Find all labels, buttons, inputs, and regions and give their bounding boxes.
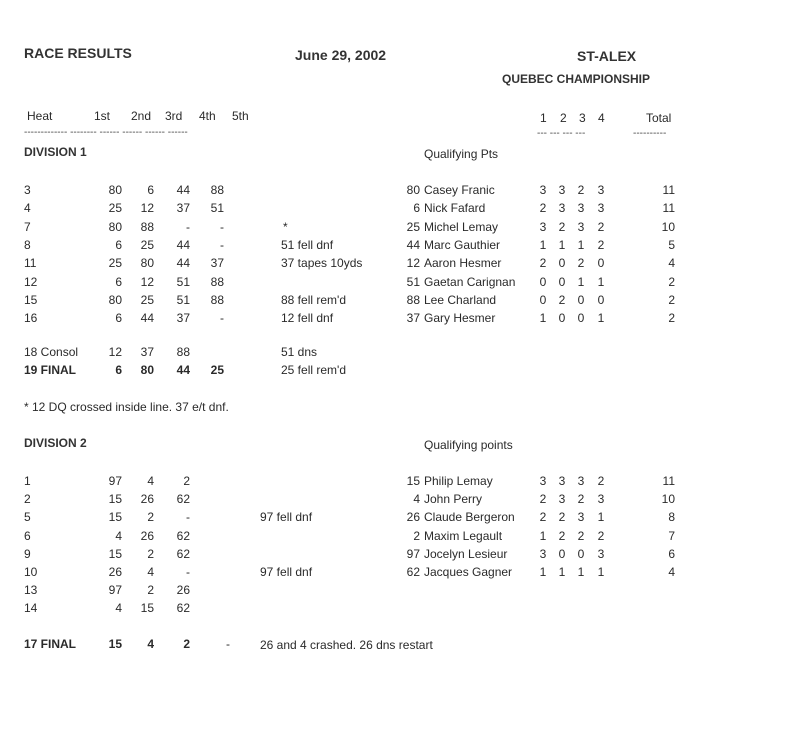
d1-rider-number: 6 [413, 201, 420, 216]
d1-heat-place-2: 25 [140, 237, 154, 252]
d2-rider-number: 97 [406, 546, 420, 561]
d2-round-4: 2 [597, 474, 605, 488]
d1-consol-note: 51 dns [281, 345, 318, 359]
d1-round-4: 2 [597, 219, 605, 234]
d1-heat-note: 12 fell dnf [281, 311, 334, 326]
d2-rider-number: 62 [406, 565, 420, 579]
d2-final-place-1: 15 [108, 637, 122, 651]
d1-round-2: 3 [558, 183, 566, 197]
d1-round-3: 2 [577, 256, 585, 271]
d1-round-4: 3 [597, 201, 605, 216]
d2-heat-place-1: 15 [108, 546, 122, 561]
d2-heat-heat-number: 9 [24, 546, 31, 561]
d1-rider-name: Nick Fafard [424, 201, 486, 216]
d2-heat-place-2: 26 [140, 492, 154, 507]
d2-heat-place-1: 15 [108, 510, 122, 525]
d2-rider-name: Maxim Legault [424, 528, 503, 543]
d1-round-1: 2 [539, 256, 547, 271]
d2-round-1: 1 [539, 565, 547, 579]
d1-heat-place-3: 44 [176, 256, 190, 271]
d2-heat-heat-number: 5 [24, 510, 31, 525]
d2-total: 6 [668, 546, 675, 561]
d1-total: 4 [668, 256, 675, 271]
d2-round-3: 0 [577, 546, 585, 561]
d2-heat-place-3: 62 [176, 546, 190, 561]
d2-heat-place-2: 26 [140, 528, 154, 543]
race-location: ST-ALEX [577, 48, 637, 64]
d1-round-4: 1 [597, 274, 605, 289]
d1-heat-place-3: 51 [176, 292, 190, 307]
d1-round-3: 0 [577, 311, 585, 326]
d1-rider-name: Aaron Hesmer [424, 256, 502, 271]
d1-round-1: 0 [539, 274, 547, 289]
d1-total: 11 [662, 183, 675, 197]
d2-rider-name: Jocelyn Lesieur [424, 546, 508, 561]
d2-round-1: 2 [539, 492, 547, 507]
dash-rule-left: ------------- -------- ------ ------ ------ ------ [24, 127, 188, 138]
d1-heat-place-3: 37 [176, 311, 190, 326]
d1-round-2: 2 [558, 219, 566, 234]
d1-heat-place-2: 25 [140, 292, 154, 307]
col-5th: 5th [232, 109, 249, 123]
d2-heat-place-1: 4 [115, 528, 122, 543]
d1-total: 2 [668, 292, 675, 307]
d1-round-2: 0 [558, 256, 566, 271]
d2-heat-place-1: 97 [108, 583, 122, 598]
d1-consol-place-3: 88 [176, 345, 190, 359]
d1-round-2: 3 [558, 201, 566, 216]
d1-round-3: 1 [577, 237, 585, 252]
d2-final-heat-number: 17 FINAL [24, 637, 77, 651]
d2-heat-place-3: 62 [176, 492, 190, 507]
d2-heat-place-2: 15 [140, 601, 154, 616]
d2-round-2: 2 [558, 528, 566, 543]
d2-rider-name: Jacques Gagner [424, 565, 513, 579]
d2-heat-place-3: 62 [176, 601, 190, 616]
d1-rider-number: 51 [406, 274, 420, 289]
d1-rider-name: Gaetan Carignan [424, 274, 516, 289]
d2-round-1: 1 [539, 528, 547, 543]
d1-rider-name: Gary Hesmer [424, 311, 496, 326]
d1-heat-place-3: 51 [176, 274, 190, 289]
d1-final-heat-number: 19 FINAL [24, 363, 77, 377]
d1-heat-heat-number: 8 [24, 237, 31, 252]
d2-round-3: 1 [577, 565, 585, 579]
d1-heat-place-1: 6 [115, 274, 122, 289]
d2-round-2: 0 [558, 546, 566, 561]
col-round-3: 3 [579, 111, 586, 125]
d2-round-3: 3 [577, 474, 585, 488]
division-1-qual-title: Qualifying Pts [424, 147, 499, 161]
d2-heat-place-2: 2 [147, 510, 154, 525]
d1-heat-heat-number: 16 [24, 311, 38, 326]
d2-heat-place-3: - [186, 565, 190, 579]
division-2-title: DIVISION 2 [24, 436, 87, 450]
d2-round-1: 3 [539, 546, 547, 561]
d1-round-2: 1 [558, 237, 566, 252]
d2-round-3: 2 [577, 492, 585, 507]
d1-heat-place-3: - [186, 219, 190, 234]
d1-heat-place-3: 44 [176, 183, 190, 197]
d2-heat-place-3: 26 [176, 583, 190, 598]
d2-heat-place-2: 4 [147, 474, 154, 488]
d2-round-2: 3 [558, 492, 566, 507]
d2-rider-name: John Perry [424, 492, 483, 507]
d1-final-note: 25 fell rem'd [281, 363, 346, 377]
d2-rider-number: 2 [413, 528, 420, 543]
d1-heat-place-1: 6 [115, 237, 122, 252]
d1-heat-place-2: 12 [140, 274, 154, 289]
d2-round-2: 3 [558, 474, 566, 488]
d2-heat-place-3: - [186, 510, 190, 525]
d1-round-1: 1 [539, 237, 547, 252]
d2-heat-place-1: 26 [108, 565, 122, 579]
col-round-4: 4 [598, 111, 605, 125]
race-date: June 29, 2002 [295, 47, 387, 63]
d1-round-3: 3 [577, 219, 585, 234]
d1-round-1: 1 [539, 311, 547, 326]
d2-final-place-4: - [226, 637, 230, 651]
d1-heat-place-1: 80 [108, 292, 122, 307]
d1-round-4: 0 [597, 256, 605, 271]
d1-rider-number: 88 [406, 292, 420, 307]
page-title: RACE RESULTS [24, 45, 132, 61]
d1-consol-place-2: 37 [140, 345, 154, 359]
d1-round-2: 0 [558, 311, 566, 326]
d1-rider-name: Marc Gauthier [424, 237, 501, 252]
d2-heat-heat-number: 14 [24, 601, 38, 616]
col-heat: Heat [27, 109, 53, 123]
d1-heat-place-4: 51 [210, 201, 224, 216]
d1-round-4: 3 [597, 183, 605, 197]
d1-heat-note: 37 tapes 10yds [281, 256, 363, 271]
d1-final-place-3: 44 [176, 363, 190, 377]
col-3rd: 3rd [165, 109, 183, 123]
d1-heat-place-1: 6 [115, 311, 122, 326]
d1-round-1: 3 [539, 219, 547, 234]
d1-heat-note: * [283, 219, 288, 234]
d1-round-2: 0 [558, 274, 566, 289]
d1-heat-heat-number: 11 [24, 256, 37, 271]
d1-total: 11 [662, 201, 675, 216]
d2-total: 8 [668, 510, 675, 525]
d1-total: 2 [668, 274, 675, 289]
d2-heat-heat-number: 6 [24, 528, 31, 543]
d2-final-note: 26 and 4 crashed. 26 dns restart [260, 638, 433, 652]
d2-round-2: 1 [558, 565, 566, 579]
d1-final-place-4: 25 [210, 363, 224, 377]
d2-round-4: 3 [597, 492, 605, 507]
dash-rule-total: ---------- [633, 128, 667, 139]
d2-heat-heat-number: 2 [24, 492, 31, 507]
col-1st: 1st [94, 109, 111, 123]
d1-heat-heat-number: 15 [24, 292, 38, 307]
d1-heat-place-2: 44 [140, 311, 154, 326]
d1-heat-place-3: 37 [176, 201, 190, 216]
d1-final-place-1: 6 [115, 363, 122, 377]
d2-heat-place-3: 2 [183, 474, 190, 488]
d1-round-3: 1 [577, 274, 585, 289]
d1-rider-number: 25 [406, 219, 420, 234]
d2-heat-place-2: 4 [147, 565, 154, 579]
d1-round-4: 2 [597, 237, 605, 252]
d2-round-3: 2 [577, 528, 585, 543]
d2-round-2: 2 [558, 510, 566, 525]
d1-heat-place-4: 88 [210, 292, 224, 307]
d1-heat-heat-number: 3 [24, 183, 31, 197]
d1-heat-place-4: 88 [210, 274, 224, 289]
d2-total: 4 [668, 565, 675, 579]
event-name: QUEBEC CHAMPIONSHIP [502, 72, 651, 86]
d2-final-place-2: 4 [147, 637, 154, 651]
d2-total: 11 [662, 474, 675, 488]
d1-total: 2 [668, 311, 675, 326]
d2-final-place-3: 2 [183, 637, 190, 651]
d2-heat-heat-number: 13 [24, 583, 38, 598]
d1-round-1: 3 [539, 183, 547, 197]
d1-heat-place-3: 44 [176, 237, 190, 252]
d1-heat-place-2: 80 [140, 256, 154, 271]
col-round-1: 1 [540, 111, 547, 125]
d2-heat-heat-number: 10 [24, 565, 38, 579]
col-total: Total [646, 111, 672, 125]
d2-heat-place-3: 62 [176, 528, 190, 543]
d1-rider-name: Lee Charland [424, 292, 497, 307]
d2-heat-heat-number: 1 [24, 474, 31, 488]
d2-rider-name: Philip Lemay [424, 474, 493, 488]
division-2-qual-title: Qualifying points [424, 438, 513, 452]
d2-rider-number: 26 [406, 510, 420, 525]
d1-heat-note: 88 fell rem'd [281, 292, 346, 307]
d1-round-1: 2 [539, 201, 547, 216]
d1-rider-name: Michel Lemay [424, 219, 499, 234]
d2-total: 7 [668, 528, 675, 543]
d2-heat-place-1: 97 [108, 474, 122, 488]
d2-rider-number: 4 [413, 492, 420, 507]
d1-round-1: 0 [539, 292, 547, 307]
division-1-footnote: * 12 DQ crossed inside line. 37 e/t dnf. [24, 400, 229, 414]
d1-heat-heat-number: 12 [24, 274, 38, 289]
d1-heat-heat-number: 4 [24, 201, 31, 216]
d2-heat-place-2: 2 [147, 583, 154, 598]
d1-rider-number: 37 [406, 311, 420, 326]
d2-rider-name: Claude Bergeron [424, 510, 515, 525]
d2-total: 10 [661, 492, 675, 507]
d1-heat-place-1: 80 [108, 183, 122, 197]
d1-rider-number: 12 [406, 256, 420, 271]
d1-heat-place-4: - [220, 219, 224, 234]
d1-heat-place-1: 25 [108, 256, 122, 271]
d1-consol-heat-number: 18 Consol [24, 345, 79, 359]
d1-heat-place-4: - [220, 237, 224, 252]
d1-heat-heat-number: 7 [24, 219, 31, 234]
d2-round-4: 2 [597, 528, 605, 543]
d1-round-3: 2 [577, 183, 585, 197]
d1-heat-place-4: 88 [210, 183, 224, 197]
d2-round-3: 3 [577, 510, 585, 525]
d1-rider-number: 44 [406, 237, 420, 252]
d1-heat-place-4: - [220, 311, 224, 326]
d1-heat-place-4: 37 [210, 256, 224, 271]
division-1-title: DIVISION 1 [24, 145, 87, 159]
d2-heat-note: 97 fell dnf [260, 510, 313, 525]
d1-heat-place-2: 6 [147, 183, 154, 197]
d2-heat-place-2: 2 [147, 546, 154, 561]
d2-heat-note: 97 fell dnf [260, 565, 313, 579]
d1-round-3: 0 [577, 292, 585, 307]
col-round-2: 2 [560, 111, 567, 125]
d1-rider-number: 80 [406, 183, 420, 197]
d1-round-4: 1 [597, 311, 605, 326]
d2-heat-place-1: 4 [115, 601, 122, 616]
d1-heat-note: 51 fell dnf [281, 237, 334, 252]
d1-heat-place-1: 80 [108, 219, 122, 234]
d2-rider-number: 15 [406, 474, 420, 488]
d1-total: 5 [668, 237, 675, 252]
d2-round-1: 2 [539, 510, 547, 525]
d1-final-place-2: 80 [140, 363, 154, 377]
d1-round-2: 2 [558, 292, 566, 307]
col-4th: 4th [199, 109, 216, 123]
d1-round-4: 0 [597, 292, 605, 307]
d2-round-4: 1 [597, 510, 605, 525]
d1-heat-place-2: 88 [140, 219, 154, 234]
dash-rule-rounds: --- --- --- --- [537, 128, 586, 139]
d1-round-3: 3 [577, 201, 585, 216]
d2-round-1: 3 [539, 474, 547, 488]
d1-heat-place-1: 25 [108, 201, 122, 216]
d2-round-4: 1 [597, 565, 605, 579]
d1-heat-place-2: 12 [140, 201, 154, 216]
d1-rider-name: Casey Franic [424, 183, 495, 197]
col-2nd: 2nd [131, 109, 152, 123]
d1-consol-place-1: 12 [108, 345, 122, 359]
d2-heat-place-1: 15 [108, 492, 122, 507]
d1-total: 10 [661, 219, 675, 234]
d2-round-4: 3 [597, 546, 605, 561]
